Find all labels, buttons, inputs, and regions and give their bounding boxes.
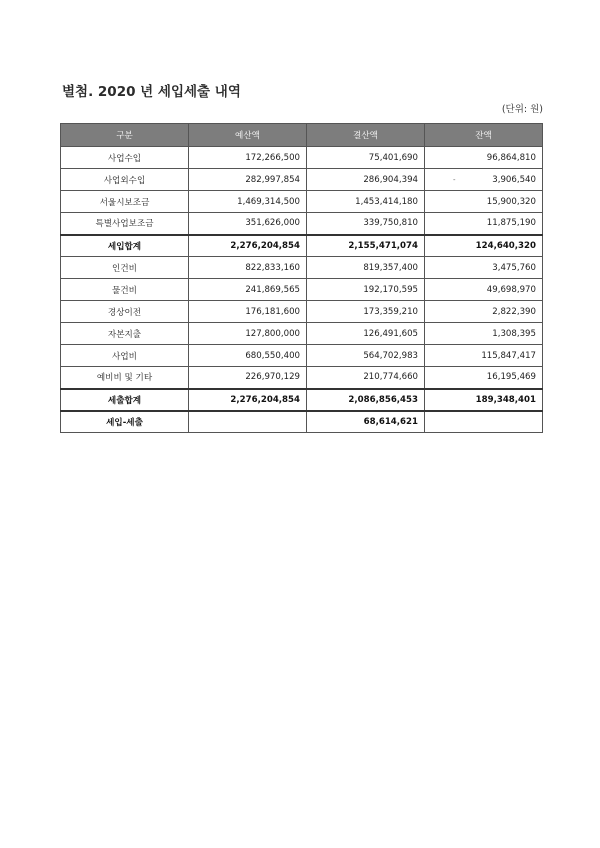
table-row: [61, 213, 543, 235]
budget-cell: 127,800,000: [189, 323, 307, 345]
balance-cell: 2,822,390: [425, 301, 543, 323]
balance-cell: [425, 169, 543, 191]
balance-cell: 3,475,760: [425, 257, 543, 279]
table-row: [61, 323, 543, 345]
balance-cell: 124,640,320: [425, 235, 543, 257]
budget-cell: 241,869,565: [189, 279, 307, 301]
actual-cell: 1,453,414,180: [307, 191, 425, 213]
negative-sign: -: [453, 175, 456, 184]
actual-cell: 210,774,660: [307, 367, 425, 389]
actual-cell: 339,750,810: [307, 213, 425, 235]
balance-cell: 16,195,469: [425, 367, 543, 389]
balance-cell: 1,308,395: [425, 323, 543, 345]
balance-cell: 115,847,417: [425, 345, 543, 367]
row-label: 자본지출: [61, 323, 189, 345]
row-label: 세출합계: [61, 389, 189, 411]
actual-cell: 75,401,690: [307, 147, 425, 169]
row-label: 예비비 및 기타: [61, 367, 189, 389]
actual-cell: 68,614,621: [307, 411, 425, 433]
budget-cell: 226,970,129: [189, 367, 307, 389]
balance-value: 3,906,540: [492, 174, 536, 185]
document-title: 별첨. 2020 년 세입세출 내역: [62, 84, 241, 100]
actual-cell: 173,359,210: [307, 301, 425, 323]
row-label: 서울시보조금: [61, 191, 189, 213]
row-label: 인건비: [61, 257, 189, 279]
budget-cell: 1,469,314,500: [189, 191, 307, 213]
balance-cell: 49,698,970: [425, 279, 543, 301]
header-budget: 예산액: [189, 124, 307, 147]
budget-table: [60, 123, 543, 433]
balance-cell: 189,348,401: [425, 389, 543, 411]
row-label: 사업수입: [61, 147, 189, 169]
budget-cell: 176,181,600: [189, 301, 307, 323]
header-actual: 결산액: [307, 124, 425, 147]
header-category: 구분: [61, 124, 189, 147]
actual-cell: 564,702,983: [307, 345, 425, 367]
table-row: [61, 169, 543, 191]
budget-cell: 680,550,400: [189, 345, 307, 367]
budget-cell: [189, 411, 307, 433]
table-row: [61, 147, 543, 169]
table-row: [61, 301, 543, 323]
row-label: 특별사업보조금: [61, 213, 189, 235]
surplus-row: [61, 411, 543, 433]
balance-cell: 15,900,320: [425, 191, 543, 213]
row-label: 사업비: [61, 345, 189, 367]
table-row: [61, 367, 543, 389]
budget-cell: 2,276,204,854: [189, 235, 307, 257]
expenditure-total-row: [61, 389, 543, 411]
budget-cell: 172,266,500: [189, 147, 307, 169]
row-label: 경상이전: [61, 301, 189, 323]
budget-cell: 351,626,000: [189, 213, 307, 235]
table-row: [61, 191, 543, 213]
table-row: [61, 279, 543, 301]
budget-cell: 2,276,204,854: [189, 389, 307, 411]
actual-cell: 2,155,471,074: [307, 235, 425, 257]
actual-cell: 819,357,400: [307, 257, 425, 279]
row-label: 물건비: [61, 279, 189, 301]
budget-cell: 282,997,854: [189, 169, 307, 191]
balance-cell: 11,875,190: [425, 213, 543, 235]
budget-cell: 822,833,160: [189, 257, 307, 279]
table-row: [61, 257, 543, 279]
unit-label: (단위: 원): [501, 104, 543, 115]
revenue-total-row: [61, 235, 543, 257]
table-header-row: [61, 124, 543, 147]
row-label: 세입-세출: [61, 411, 189, 433]
actual-cell: 192,170,595: [307, 279, 425, 301]
header-balance: 잔액: [425, 124, 543, 147]
balance-cell: [425, 411, 543, 433]
balance-cell: 96,864,810: [425, 147, 543, 169]
row-label: 사업외수입: [61, 169, 189, 191]
table-row: [61, 345, 543, 367]
actual-cell: 286,904,394: [307, 169, 425, 191]
actual-cell: 126,491,605: [307, 323, 425, 345]
row-label: 세입합계: [61, 235, 189, 257]
actual-cell: 2,086,856,453: [307, 389, 425, 411]
